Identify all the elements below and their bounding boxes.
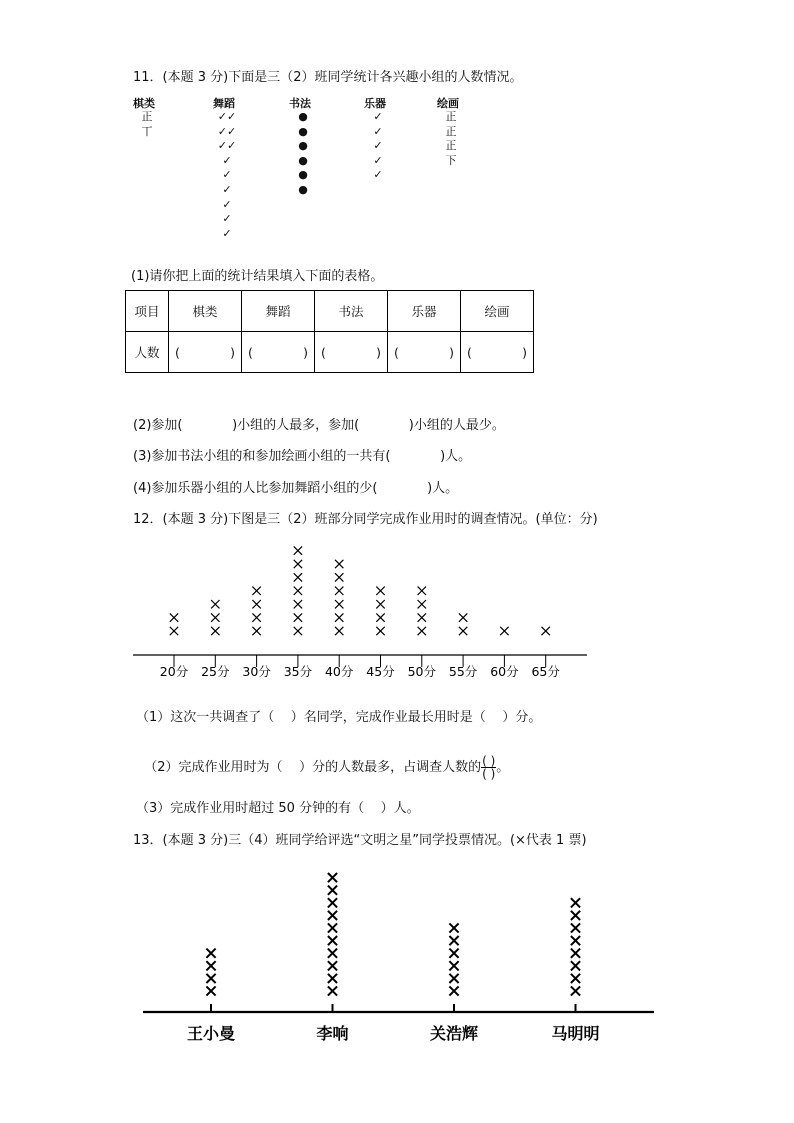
data-mark	[571, 949, 580, 958]
tally-mark: ●	[298, 110, 308, 123]
x-tick-label: 60分	[490, 664, 519, 679]
data-mark	[500, 627, 508, 635]
tally-mark: ✓	[222, 168, 232, 182]
table-header-cell: 绘画	[461, 291, 534, 332]
data-mark	[376, 613, 384, 621]
tally-mark: ✓	[373, 168, 383, 182]
table-row-label: 人数	[126, 332, 169, 373]
data-mark	[449, 974, 458, 983]
tally-mark: ●	[298, 139, 308, 153]
data-mark	[542, 627, 550, 635]
tally-mark: ✓	[222, 226, 232, 240]
tally-mark: ✓	[222, 182, 232, 196]
data-mark	[206, 949, 215, 958]
table-header-cell: 舞蹈	[242, 291, 315, 332]
data-mark	[418, 587, 426, 595]
data-mark	[206, 974, 215, 983]
table-header-label: 项目	[126, 291, 169, 332]
data-mark	[418, 613, 426, 621]
data-mark	[328, 886, 337, 895]
tally-mark: ✓	[373, 153, 383, 167]
q13-header: 13．(本题 3 分)三（4）班同学给评选“文明之星”同学投票情况。(×代表 1 票)	[133, 833, 587, 848]
data-mark	[335, 573, 343, 581]
tally-marks-column	[213, 110, 241, 241]
data-mark	[294, 587, 302, 595]
tally-category-label: 绘画	[437, 97, 459, 110]
q11-sub1: (1)请你把上面的统计结果填入下面的表格。	[131, 269, 384, 284]
tally-mark: ✓✓	[217, 110, 237, 123]
data-mark	[459, 613, 467, 621]
tally-mark: 丅	[141, 124, 153, 138]
data-mark	[449, 923, 458, 932]
data-mark	[571, 911, 580, 920]
data-mark	[211, 600, 219, 608]
q12-sub2: （2）完成作业用时为（ ）分的人数最多，占调查人数的 $\frac{( )}{( )}$ 。	[144, 754, 510, 781]
data-mark	[252, 627, 260, 635]
answer-blank[interactable]: ( )	[169, 332, 242, 373]
data-mark	[170, 613, 178, 621]
tally-mark: ●	[298, 168, 308, 182]
tally-mark: ✓	[373, 110, 383, 123]
tally-mark: ●	[298, 153, 308, 167]
data-mark	[335, 600, 343, 608]
data-mark	[328, 974, 337, 983]
data-mark	[170, 627, 178, 635]
data-mark	[571, 961, 580, 970]
data-mark	[571, 974, 580, 983]
data-mark	[294, 573, 302, 581]
q11-sub4: (4)参加乐器小组的人比参加舞蹈小组的少( )人。	[133, 481, 459, 496]
q11-sub2: (2)参加( )小组的人最多，参加( )小组的人最少。	[133, 418, 505, 433]
data-mark	[206, 986, 215, 995]
data-mark	[449, 986, 458, 995]
tally-marks-column	[437, 110, 465, 168]
data-mark	[294, 627, 302, 635]
data-mark	[328, 936, 337, 945]
data-mark	[376, 627, 384, 635]
data-mark	[449, 961, 458, 970]
data-mark	[449, 936, 458, 945]
data-mark	[376, 600, 384, 608]
tally-mark: ●	[298, 124, 308, 138]
tally-mark: ✓	[373, 139, 383, 153]
data-mark	[449, 949, 458, 958]
data-mark	[571, 898, 580, 907]
x-tick-label: 30分	[242, 664, 271, 679]
data-mark	[376, 587, 384, 595]
table-row	[126, 291, 534, 332]
data-mark	[294, 613, 302, 621]
data-mark	[335, 560, 343, 568]
data-mark	[335, 587, 343, 595]
table-header-cell: 书法	[315, 291, 388, 332]
tally-category-label: 棋类	[133, 97, 155, 110]
data-mark	[571, 936, 580, 945]
data-mark	[252, 600, 260, 608]
x-tick-label: 李响	[316, 1024, 349, 1043]
answer-blank[interactable]: ( )	[315, 332, 388, 373]
tally-marks-column	[289, 110, 317, 198]
tally-mark: 正	[445, 124, 457, 138]
data-mark	[459, 627, 467, 635]
line-plot-homework-time	[0, 535, 794, 685]
data-mark	[294, 600, 302, 608]
answer-blank[interactable]: ( )	[461, 332, 534, 373]
tally-mark: ✓✓	[217, 139, 237, 153]
x-tick-label: 关浩辉	[429, 1024, 479, 1043]
data-mark	[335, 613, 343, 621]
answer-blank[interactable]: ( )	[242, 332, 315, 373]
tally-result-table	[125, 290, 534, 373]
x-tick-label: 马明明	[551, 1024, 600, 1043]
x-tick-label: 55分	[448, 664, 478, 679]
q12-sub1: （1）这次一共调查了（ ）名同学，完成作业最长用时是（ ）分。	[136, 710, 542, 725]
data-mark	[571, 986, 580, 995]
answer-blank[interactable]: ( )	[388, 332, 461, 373]
data-mark	[571, 923, 580, 932]
tally-category-label: 书法	[289, 97, 311, 110]
table-header-cell: 棋类	[169, 291, 242, 332]
x-tick-label: 40分	[324, 664, 354, 679]
tally-mark: ✓	[222, 153, 232, 167]
table-header-cell: 乐器	[388, 291, 461, 332]
data-mark	[418, 627, 426, 635]
tally-mark: ●	[298, 182, 308, 196]
tally-category-label: 乐器	[364, 97, 386, 110]
fraction-blank[interactable]: $\frac{( )}{( )}$	[482, 754, 496, 781]
q12-header: 12．(本题 3 分)下图是三（2）班部分同学完成作业用时的调查情况。(单位：分)	[133, 512, 598, 527]
data-mark	[328, 949, 337, 958]
x-tick-label: 35分	[283, 664, 313, 679]
data-mark	[294, 560, 302, 568]
data-mark	[328, 923, 337, 932]
tally-category-label: 舞蹈	[213, 97, 235, 110]
x-tick-label: 65分	[531, 664, 560, 679]
x-tick-label: 50分	[407, 664, 437, 679]
data-mark	[206, 961, 215, 970]
data-mark	[211, 613, 219, 621]
tally-mark: 下	[445, 153, 457, 167]
tally-mark: 正	[445, 139, 457, 153]
q11-header: 11．(本题 3 分)下面是三（2）班同学统计各兴趣小组的人数情况。	[133, 70, 523, 85]
x-tick-label: 王小曼	[186, 1024, 236, 1043]
line-plot-vote-count	[0, 855, 794, 1060]
data-mark	[328, 986, 337, 995]
x-tick-label: 25分	[201, 664, 230, 679]
tally-mark: ✓	[222, 197, 232, 211]
data-mark	[328, 911, 337, 920]
tally-mark: 正	[445, 110, 457, 123]
x-tick-label: 20分	[159, 664, 189, 679]
q11-sub3: (3)参加书法小组的和参加绘画小组的一共有( )人。	[133, 449, 472, 464]
tally-mark: ✓✓	[217, 124, 237, 138]
data-mark	[328, 961, 337, 970]
data-mark	[211, 627, 219, 635]
q12-sub3: （3）完成作业用时超过 50 分钟的有（ ）人。	[136, 801, 420, 816]
tally-mark: ✓	[373, 124, 383, 138]
data-mark	[252, 613, 260, 621]
x-tick-label: 45分	[366, 664, 395, 679]
tally-marks-column	[364, 110, 392, 183]
table-row	[126, 332, 534, 373]
data-mark	[252, 587, 260, 595]
tally-mark: ✓	[222, 212, 232, 226]
data-mark	[294, 546, 302, 554]
data-mark	[418, 600, 426, 608]
data-mark	[328, 898, 337, 907]
data-mark	[328, 873, 337, 882]
data-mark	[335, 627, 343, 635]
tally-mark: 正	[141, 110, 153, 123]
tally-marks-column	[133, 110, 161, 139]
